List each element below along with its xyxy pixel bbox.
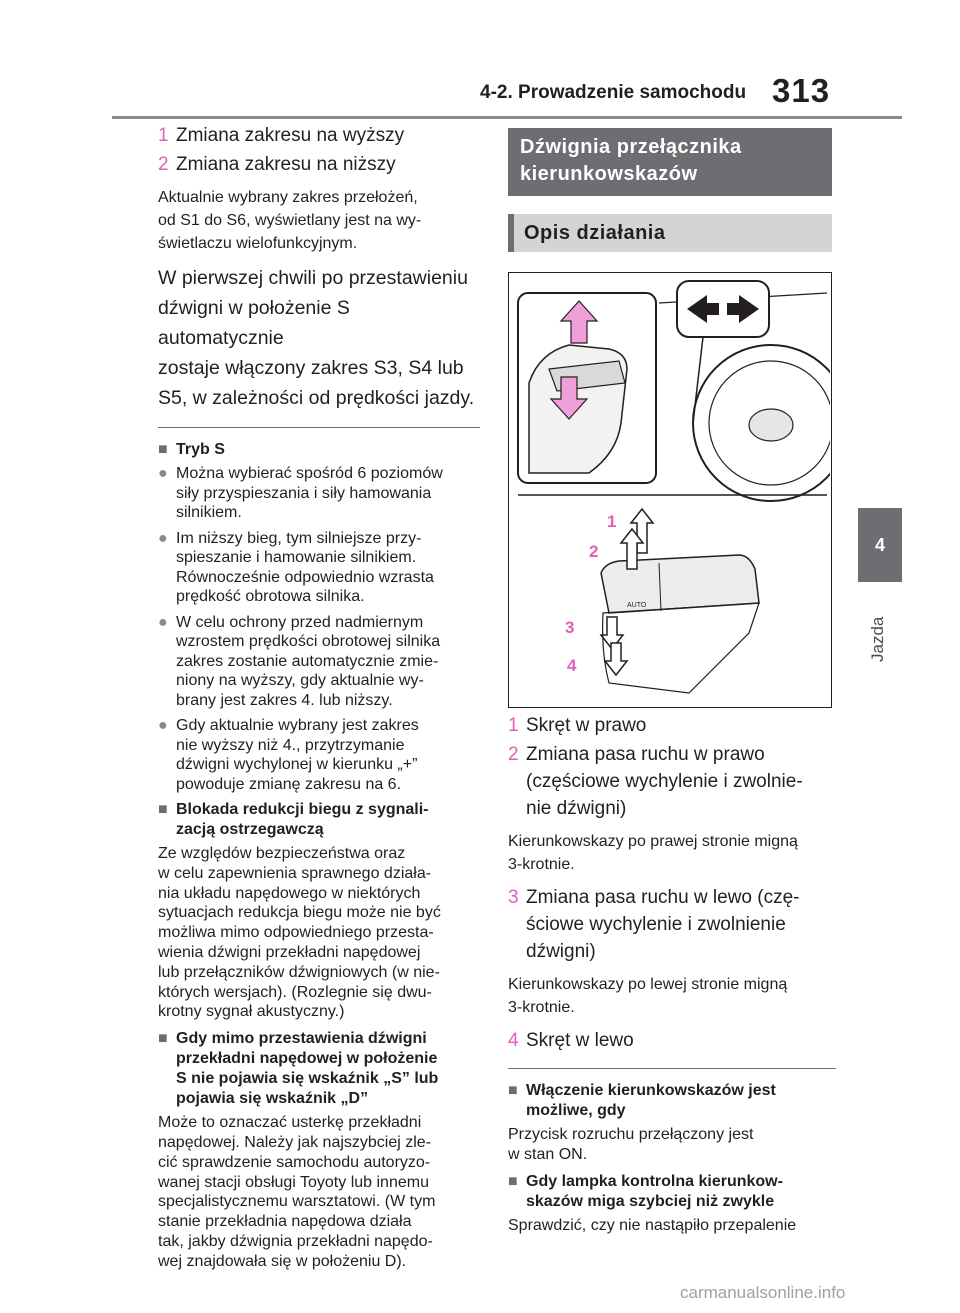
square-bullet-icon: ■ [508,1082,518,1099]
step-text: Zmiana zakresu na wyższy [176,125,405,146]
gdy-heading: ■ Gdy mimo przestawienia dźwigni przekładni napędowej w położenie S nie pojawia się wskaźnik „S” lub pojawia się wskaźnik „D” [158,1030,439,1108]
bullet-item: ● W celu ochrony przed nadmiernym wzrostem prędkości obrotowej silnika zakres zostanie automatycznie zmie- niony na wyższy, gdy aktualnie wy- brany jest zakres 4. lub niższy. [158,613,441,709]
circle-bullet-icon: ● [158,613,168,631]
step-1: 1 Skręt w prawo [508,712,836,739]
header-rule [112,116,902,119]
text-line: W pierwszej chwili po przestawieniu [158,267,468,289]
step-2 [158,151,480,178]
step-4: 4 Skręt w lewo [508,1027,836,1054]
square-bullet-icon: ■ [508,1172,518,1190]
blokada-heading: ■ Blokada redukcji biegu z sygnali- zacją ostrzegawczą [158,801,429,838]
step-3-note: Kierunkowskazy po lewej stronie migną 3-krotnie. [508,976,788,1016]
pointer-line [693,337,703,423]
step-number: 1 [158,125,169,146]
step-number: 4 [508,1030,519,1051]
square-bullet-icon: ■ [158,801,168,818]
square-bullet-icon: ■ [158,1030,168,1048]
step-number: 1 [508,715,519,736]
step-number: 3 [508,887,519,908]
watermark-footer: carmanualsonline.info [680,1283,846,1302]
wlaczenie-text: Przycisk rozruchu przełączony jest w stan ON. [508,1126,754,1163]
chapter-number: 4 [874,534,885,555]
step-3: 3 Zmiana pasa ruchu w lewo (czę- ściowe wychylenie i zwolnienie dźwigni) [508,884,836,965]
label-2: 2 [589,542,599,561]
step-2-note: Kierunkowskazy po prawej stronie migną 3-krotnie. [508,833,798,873]
turn-signal-figure [508,272,832,708]
subsection-title: Opis działania [508,214,832,252]
step-number: 2 [158,154,169,175]
figure-illustration [509,273,830,706]
text-line: Aktualnie wybrany zakres przełożeń, [158,189,418,206]
auto-label: AUTO [627,602,647,609]
divider [508,1068,836,1069]
step-2: 2 Zmiana pasa ruchu w prawo (częściowe wychylenie i zwolnie- nie dźwigni) [508,741,836,822]
section-title: Dźwignia przełącznika kierunkowskazów [508,128,832,196]
gdy-text: Może to oznaczać usterkę przekładni napędowej. Należy jak najszybciej zle- cić sprawdzenie samochodu autoryzo- wanej stacji obsługi Toyoty lub innemu specjalistycznemu warsztatowi. (W tym stanie przekładnia napędowa działa tak, jakby dźwignia przekładni napędo- wej znajdowała się w położeniu D). [158,1114,436,1270]
divider [158,427,480,428]
circle-bullet-icon: ● [158,717,168,734]
lampka-heading: ■ Gdy lampka kontrolna kierunkow- skazów miga szybciej niż zwykle [508,1172,783,1210]
square-bullet-icon: ■ [158,441,168,458]
intro-paragraph [158,263,480,413]
text-line: świetlaczu wielofunkcyjnym. [158,235,358,252]
range-note [158,186,480,255]
label-4: 4 [567,656,577,675]
step-1 [158,122,480,149]
circle-bullet-icon: ● [158,529,168,547]
lampka-text: Sprawdzić, czy nie nastąpiło przepalenie [508,1216,797,1234]
left-column [158,122,480,1279]
position-4-arrow [605,643,627,675]
chapter-label: Jazda [868,616,887,662]
text-line: zostaje włączony zakres S3, S4 lub [158,357,464,379]
header-title: 4-2. Prowadzenie samochodu [480,82,747,103]
label-3: 3 [565,618,575,637]
horn-pad [749,409,793,441]
page-number: 313 [772,72,831,109]
label-1: 1 [607,512,617,531]
bullet-item: ● Gdy aktualnie wybrany jest zakres nie wyższy niż 4., przytrzymanie dźwigni wychylonej w kierunku „+” powoduje zmianę zakresu na 6. [158,717,419,793]
step-text: Zmiana zakresu na niższy [176,154,396,175]
text-line: dźwigni w położenie S automatycznie [158,297,350,349]
text-line: od S1 do S6, wyświetlany jest na wy- [158,212,422,229]
lever-cap-outline [603,603,759,693]
wlaczenie-heading: ■ Włączenie kierunkowskazów jest możliwe, gdy [508,1082,776,1119]
text-line: S5, w zależności od prędkości jazdy. [158,387,475,409]
blokada-text: Ze względów bezpieczeństwa oraz w celu zapewnienia sprawnego działa- nia układu napędowego w niektórych sytuacjach redukcja biegu może nie być możliwa mimo odpowiedniego przesta- wienia dźwigni przekładni napędowej lub przełączników dźwigniowych (w nie- których wersjach). (Rozlegnie się dwu- krotny sygnał akustyczny.) [158,845,441,1021]
bullet-item: ● Im niższy bieg, tym silniejsze przy- spieszanie i hamowanie silnikiem. Równocześnie odpowiednio wzrasta prędkość obrotowa silnika. [158,529,434,605]
step-number: 2 [508,744,519,765]
bullet-item: ● Można wybierać spośród 6 poziomów siły przyspieszania i siły hamowania silnikiem. [158,465,443,521]
circle-bullet-icon: ● [158,465,168,482]
chapter-tab [858,508,902,582]
tryb-heading: ■ Tryb S [158,441,225,458]
right-column [508,712,836,1242]
